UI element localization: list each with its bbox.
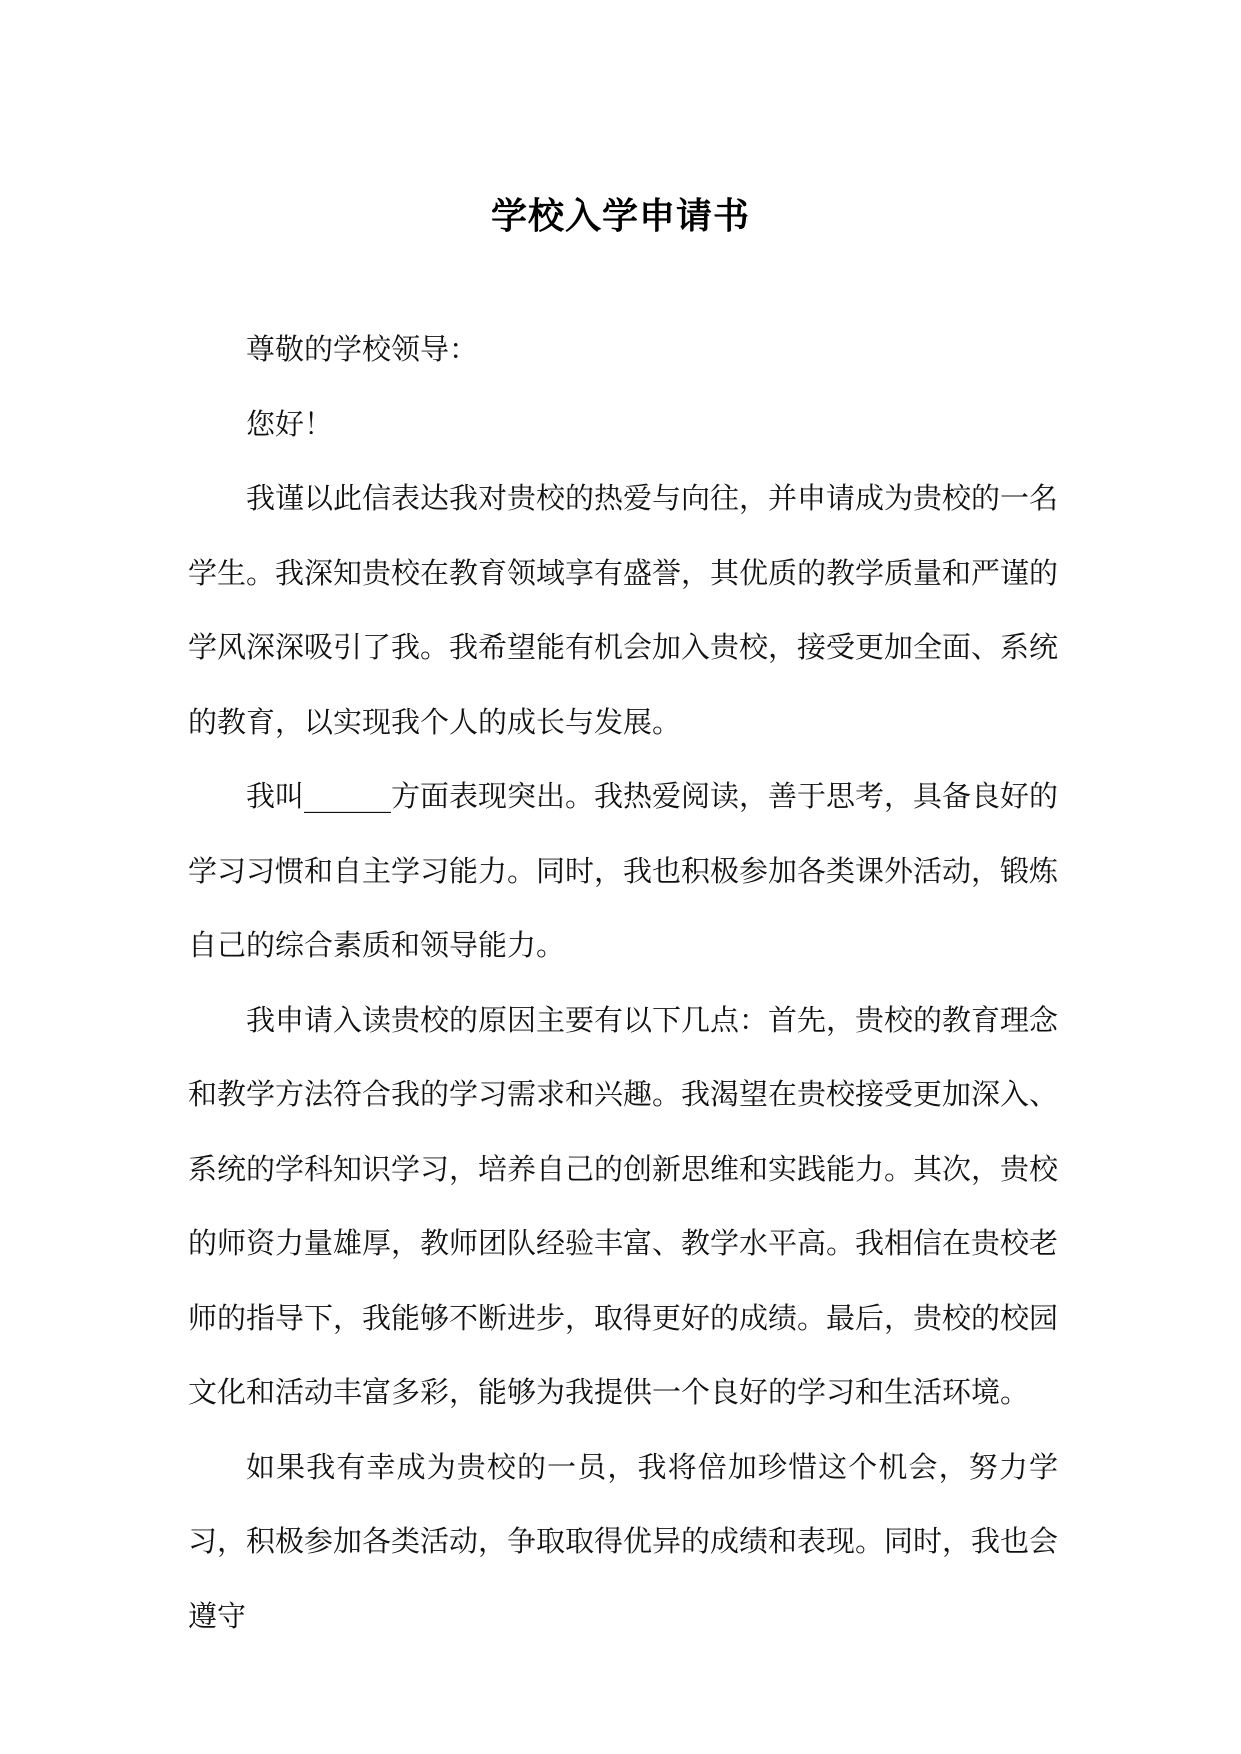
document-title: 学校入学申请书	[490, 195, 750, 237]
paragraph-intro: 我谨以此信表达我对贵校的热爱与向往，并申请成为贵校的一名学生。我深知贵校在教育领域享有盛誉，其优质的教学质量和严谨的学风深深吸引了我。我希望能有机会加入贵校，接受更加全面、系统的教育，以实现我个人的成长与发展。	[188, 481, 1059, 739]
paragraph-reasons: 我申请入读贵校的原因主要有以下几点：首先，贵校的教育理念和教学方法符合我的学习需求和兴趣。我渴望在贵校接受更加深入、系统的学科知识学习，培养自己的创新思维和实践能力。其次，贵校的师资力量雄厚，教师团队经验丰富、教学水平高。我相信在贵校老师的指导下，我能够不断进步，取得更好的成绩。最后，贵校的校园文化和活动丰富多彩，能够为我提供一个良好的学习和生活环境。	[188, 1002, 1059, 1409]
paragraph-self-introduction: 我叫______方面表现突出。我热爱阅读，善于思考，具备良好的学习习惯和自主学习能力。同时，我也积极参加各类课外活动，锻炼自己的综合素质和领导能力。	[188, 779, 1059, 962]
document-body	[188, 312, 1058, 1653]
salutation: 尊敬的学校领导：	[246, 332, 479, 366]
greeting: 您好！	[246, 406, 334, 441]
paragraph-commitment: 如果我有幸成为贵校的一员，我将倍加珍惜这个机会，努力学习，积极参加各类活动，争取取得优异的成绩和表现。同时，我也会遵守	[188, 1449, 1059, 1633]
